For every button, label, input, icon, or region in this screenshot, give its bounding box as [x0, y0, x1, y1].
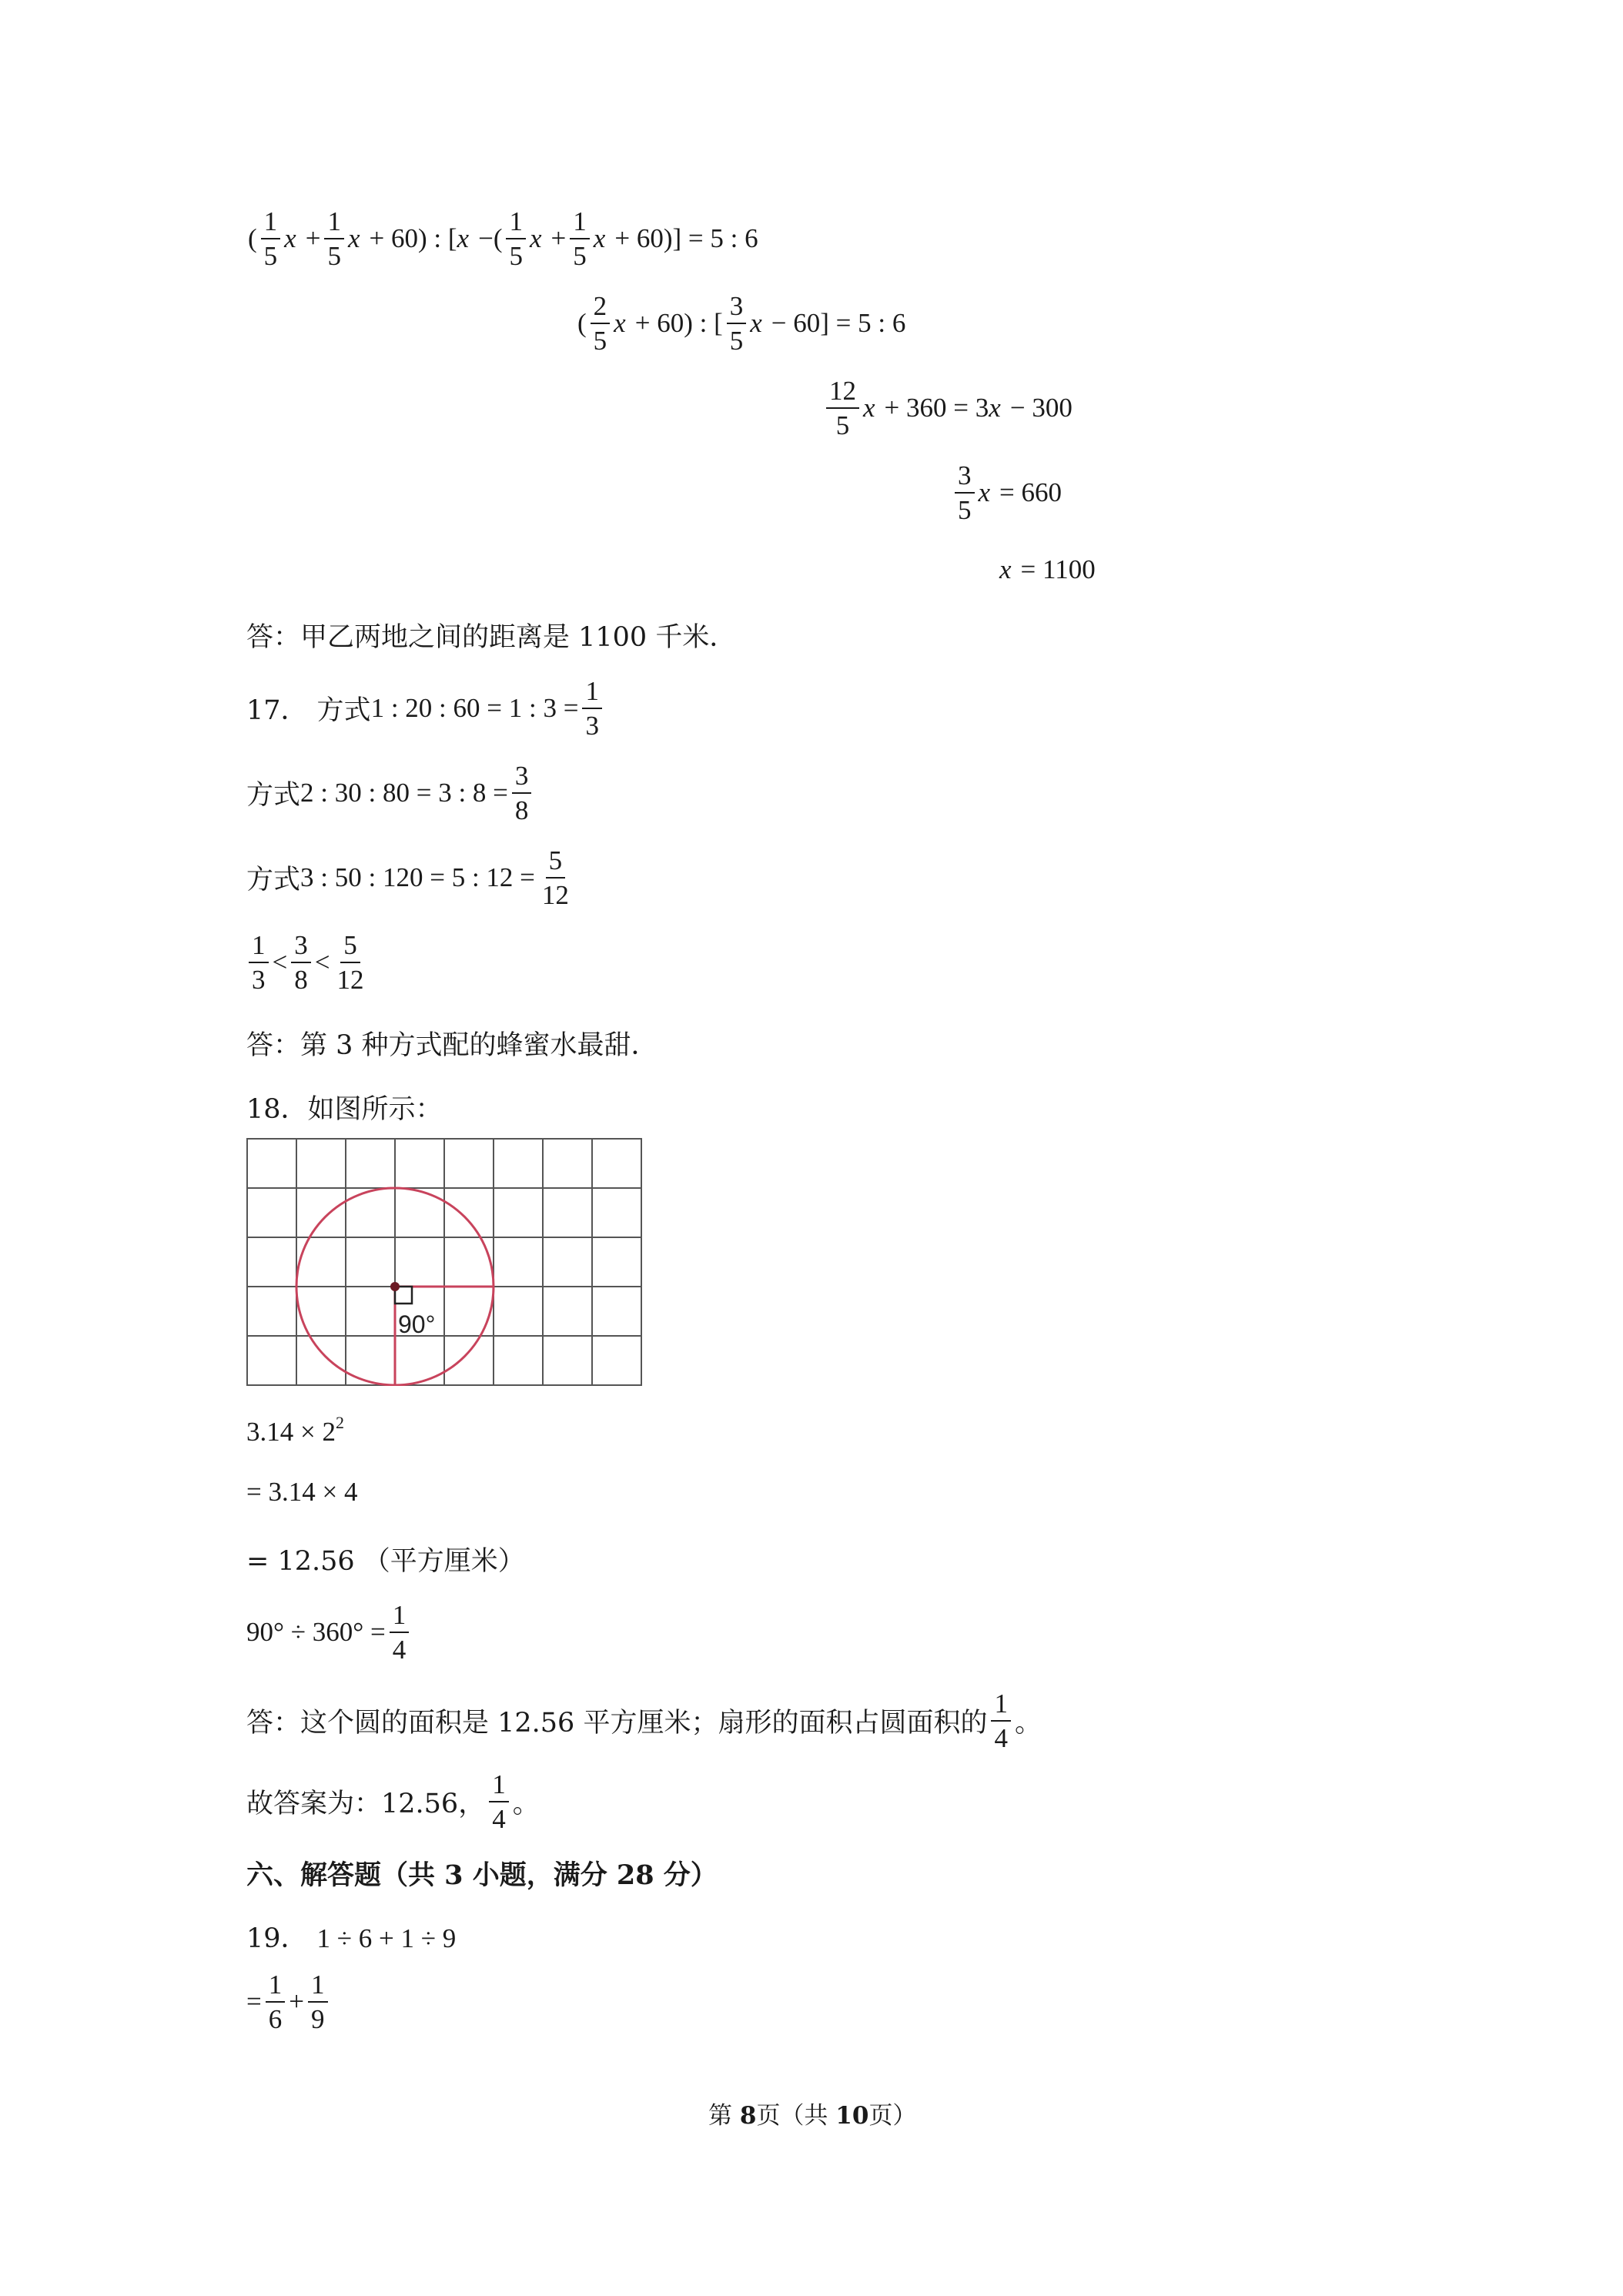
- fraction: [955, 462, 975, 524]
- eq3-mid: + 360 = 3: [884, 393, 989, 423]
- numerator: 3: [727, 293, 747, 324]
- denominator: 5: [327, 241, 341, 271]
- answer-text: 答：这个圆的面积是 12.56 平方厘米；扇形的面积占圆面积的: [246, 1708, 988, 1739]
- denominator: 5: [729, 326, 744, 356]
- variable-x: x: [750, 308, 762, 338]
- denominator: 5: [263, 241, 278, 271]
- numerator: 2: [591, 293, 611, 324]
- q18-final-answer: [246, 1763, 540, 1840]
- fraction: [324, 208, 344, 269]
- current-page: 8: [739, 2102, 757, 2130]
- denominator: 5: [835, 410, 850, 440]
- denominator: 8: [514, 795, 529, 825]
- method-label: 方式: [246, 780, 301, 811]
- exponent: 2: [336, 1413, 344, 1432]
- denominator: 8: [294, 965, 308, 995]
- eq4-end: = 660: [999, 477, 1062, 507]
- numerator: 1: [582, 678, 602, 709]
- eq5-end: = 1100: [1020, 554, 1096, 584]
- fraction: [291, 932, 311, 993]
- footer-suffix: 页）: [868, 2102, 917, 2130]
- fraction: [334, 932, 367, 993]
- numerator: 1: [324, 208, 344, 239]
- section-6-heading: 六、解答题（共 3 小题，满分 28 分）: [246, 1859, 718, 1891]
- variable-x: x: [614, 308, 626, 338]
- numerator: 12: [826, 377, 859, 409]
- denominator: 12: [336, 965, 364, 995]
- footer-prefix: 第: [708, 2102, 740, 2130]
- numerator: 1: [266, 1971, 286, 2003]
- fraction: [308, 1971, 328, 2033]
- grid-circle-figure: [246, 1138, 642, 1386]
- denominator: 6: [268, 2004, 283, 2034]
- plus-sign: +: [550, 223, 567, 253]
- numerator: 1: [506, 208, 526, 239]
- numerator: 3: [512, 762, 532, 794]
- angle-label: 90°: [398, 1310, 436, 1338]
- method-label: 方式: [316, 695, 371, 726]
- variable-x: x: [978, 477, 991, 507]
- variable-x: x: [457, 223, 470, 253]
- numerator: 1: [261, 208, 281, 239]
- equation-line-5: [999, 531, 1096, 608]
- variable-x: x: [999, 554, 1012, 584]
- fraction: [261, 208, 281, 269]
- question-number: 19．: [246, 1923, 308, 1954]
- equation-line-3: [822, 370, 1073, 447]
- denominator: 5: [593, 326, 607, 356]
- q18-line-1: [246, 1413, 344, 1448]
- q18-line-4: [246, 1594, 413, 1671]
- area-expression: 3.14 × 2: [246, 1417, 336, 1447]
- denominator: 5: [509, 241, 523, 271]
- question-18-title: 18．如图所示：: [246, 1094, 443, 1125]
- center-point: [390, 1282, 400, 1291]
- q19-line-2: [246, 1963, 332, 2040]
- fraction: [570, 208, 590, 269]
- footer-middle: 页（共: [756, 2102, 836, 2130]
- equation-line-2: [577, 285, 905, 362]
- eq1-open: (: [248, 223, 257, 253]
- variable-x: x: [284, 223, 296, 253]
- eq2-end: − 60] = 5 : 6: [771, 308, 906, 338]
- numerator: 3: [955, 462, 975, 494]
- denominator: 5: [573, 241, 587, 271]
- plus-sign: +: [289, 1986, 304, 2017]
- denominator: 4: [492, 1804, 506, 1834]
- q17-method-1: [246, 670, 606, 747]
- denominator: 4: [392, 1635, 407, 1665]
- fraction: [582, 678, 602, 739]
- answer-17: 答：第 3 种方式配的蜂蜜水最甜．: [246, 1030, 658, 1061]
- denominator: 9: [311, 2004, 325, 2034]
- numerator: 5: [546, 847, 566, 879]
- q19-expression: 1 ÷ 6 + 1 ÷ 9: [316, 1923, 457, 1953]
- numerator: 5: [340, 932, 360, 963]
- variable-x: x: [593, 223, 606, 253]
- eq2-open: (: [577, 308, 587, 338]
- eq1-minus: −(: [478, 223, 503, 253]
- fraction: [489, 1771, 509, 1832]
- variable-x: x: [529, 223, 542, 253]
- method-expression: 2 : 30 : 80 = 3 : 8 =: [300, 778, 508, 808]
- denominator: 3: [252, 965, 266, 995]
- total-pages: 10: [835, 2102, 869, 2130]
- less-than: <: [272, 947, 288, 977]
- variable-x: x: [347, 223, 360, 253]
- fraction: [826, 377, 859, 439]
- denominator: 3: [585, 711, 599, 741]
- page-footer: [708, 2096, 916, 2130]
- answer-16: 答：甲乙两地之间的距离是 1100 千米．: [246, 622, 737, 653]
- numerator: 1: [570, 208, 590, 239]
- denominator: 12: [541, 880, 569, 910]
- plus-sign: +: [305, 223, 321, 253]
- numerator: 1: [390, 1602, 410, 1633]
- eq1-mid: + 60) : [: [369, 223, 457, 253]
- numerator: 3: [291, 932, 311, 963]
- fraction: [266, 1971, 286, 2033]
- fraction: [506, 208, 526, 269]
- method-expression: 1 : 20 : 60 = 1 : 3 =: [370, 693, 579, 723]
- q17-comparison: [245, 924, 371, 1001]
- denominator: 5: [958, 495, 972, 525]
- q18-line-3: = 12.56 （平方厘米）: [246, 1546, 525, 1577]
- variable-x: x: [989, 393, 1001, 423]
- variable-x: x: [863, 393, 875, 423]
- eq2-mid: + 60) : [: [634, 308, 723, 338]
- fraction: [512, 762, 532, 824]
- fraction: [539, 847, 572, 909]
- grid: [247, 1139, 641, 1385]
- equals-sign: =: [246, 1986, 262, 2017]
- fraction: [991, 1690, 1011, 1752]
- fraction: [249, 932, 269, 993]
- numerator: 1: [489, 1771, 509, 1802]
- equation-line-4: [951, 454, 1062, 531]
- numerator: 1: [308, 1971, 328, 2003]
- q17-method-2: [246, 755, 535, 832]
- answer-end: 。: [1014, 1708, 1042, 1739]
- denominator: 4: [994, 1723, 1008, 1753]
- q19-line-1: [246, 1917, 456, 1956]
- q17-method-3: [246, 839, 576, 916]
- question-number: 17．: [246, 695, 308, 726]
- less-than: <: [314, 947, 330, 977]
- eq3-end: − 300: [1009, 393, 1073, 423]
- final-answer-end: 。: [512, 1789, 540, 1819]
- angle-expression: 90° ÷ 360° =: [246, 1617, 386, 1647]
- fraction: [591, 293, 611, 354]
- equation-line-1: [248, 200, 758, 277]
- fraction: [727, 293, 747, 354]
- q18-answer: [246, 1682, 1042, 1759]
- method-label: 方式: [246, 865, 301, 895]
- eq1-end: + 60)] = 5 : 6: [614, 223, 758, 253]
- q18-line-2: = 3.14 × 4: [246, 1477, 358, 1507]
- numerator: 1: [249, 932, 269, 963]
- final-answer-text: 故答案为：12.56，: [246, 1789, 486, 1819]
- numerator: 1: [991, 1690, 1011, 1722]
- method-expression: 3 : 50 : 120 = 5 : 12 =: [300, 862, 535, 892]
- fraction: [390, 1602, 410, 1663]
